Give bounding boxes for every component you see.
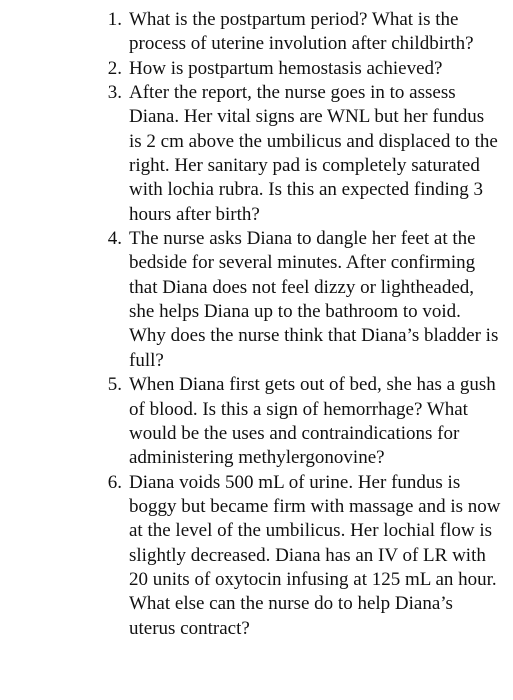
question-text: When Diana first gets out of bed, she has a gush of blood. Is this a sign of hemorrhage? What would be the uses and contraindications for administering methylergonovine? — [129, 374, 496, 469]
question-text: Diana voids 500 mL of urine. Her fundus is boggy but became firm with massage and is now at the level of the umbilicus. Her lochial flow is slightly decreased. Diana has an IV of LR with 20 units of oxytocin infusing at 125 mL an hour. What else can the nurse do to help Diana’s uterus contract? — [129, 471, 501, 639]
question-text: After the report, the nurse goes in to assess Diana. Her vital signs are WNL but her fundus is 2 cm above the umbilicus and displaced to the right. Her sanitary pad is completely saturated with lochia rubra. Is this an expected finding 3 hours after birth? — [129, 82, 498, 225]
question-number: 2. — [107, 57, 122, 79]
question-number: 3. — [107, 82, 122, 104]
question-number: 6. — [107, 471, 122, 493]
question-item-3 — [0, 81, 513, 227]
question-list — [0, 8, 513, 641]
question-item-5 — [0, 373, 513, 470]
question-item-6 — [0, 471, 513, 641]
question-item-1 — [0, 8, 513, 57]
question-text: The nurse asks Diana to dangle her feet at the bedside for several minutes. After confirming that Diana does not feel dizzy or lightheaded, she helps Diana up to the bathroom to void. Why does the nurse think that Diana’s bladder is full? — [129, 228, 499, 371]
question-document — [0, 8, 513, 641]
question-item-2 — [0, 57, 513, 81]
question-number: 1. — [107, 9, 122, 30]
question-text: How is postpartum hemostasis achieved? — [129, 57, 443, 79]
question-item-4 — [0, 227, 513, 373]
question-text: What is the postpartum period? What is the process of uterine involution after childbirth? — [129, 9, 474, 55]
question-number: 5. — [107, 374, 122, 396]
question-number: 4. — [107, 228, 122, 250]
